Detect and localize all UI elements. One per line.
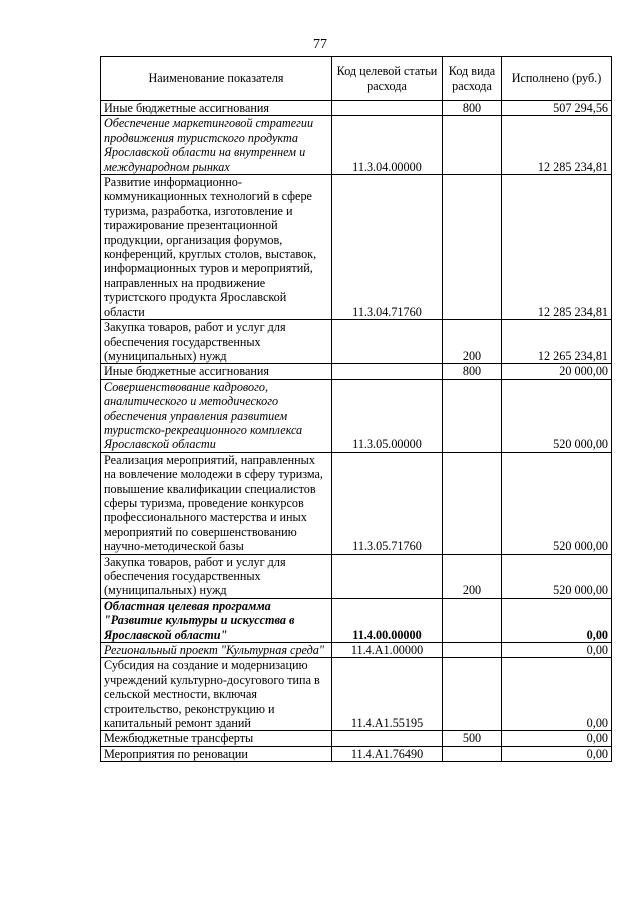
row-name: Областная целевая программа "Развитие культуры и искусства в Ярославской области"	[101, 598, 332, 642]
table-row	[101, 116, 612, 175]
row-name: Региональный проект "Культурная среда"	[101, 643, 332, 658]
row-executed-amount: 0,00	[502, 731, 612, 746]
table-row	[101, 554, 612, 598]
header-expense-type: Код вида расхода	[443, 57, 502, 101]
row-target-code	[332, 320, 443, 364]
row-executed-amount: 12 285 234,81	[502, 175, 612, 320]
row-executed-amount: 12 265 234,81	[502, 320, 612, 364]
row-expense-type: 500	[443, 731, 502, 746]
table-body	[101, 101, 612, 762]
row-name: Обеспечение маркетинговой стратегии продвижения туристского продукта Ярославской области на внутреннем и международном рынках	[101, 116, 332, 175]
row-expense-type	[443, 175, 502, 320]
row-target-code: 11.4.A1.00000	[332, 643, 443, 658]
page-number: 77	[313, 37, 327, 52]
table-row	[101, 379, 612, 452]
row-expense-type: 200	[443, 554, 502, 598]
table-row	[101, 746, 612, 761]
row-expense-type: 800	[443, 101, 502, 116]
row-expense-type: 200	[443, 320, 502, 364]
table-row	[101, 658, 612, 731]
row-expense-type	[443, 379, 502, 452]
row-expense-type	[443, 452, 502, 554]
row-executed-amount: 520 000,00	[502, 554, 612, 598]
row-name: Субсидия на создание и модернизацию учреждений культурно-досугового типа в сельской местности, включая строительство, реконструкцию и капитальный ремонт зданий	[101, 658, 332, 731]
row-target-code: 11.3.04.00000	[332, 116, 443, 175]
row-executed-amount: 0,00	[502, 658, 612, 731]
table-row	[101, 175, 612, 320]
row-target-code: 11.3.04.71760	[332, 175, 443, 320]
row-expense-type	[443, 746, 502, 761]
row-target-code: 11.3.05.00000	[332, 379, 443, 452]
table-row	[101, 452, 612, 554]
row-expense-type	[443, 598, 502, 642]
row-executed-amount: 0,00	[502, 746, 612, 761]
row-executed-amount: 0,00	[502, 598, 612, 642]
table-row	[101, 320, 612, 364]
row-executed-amount: 520 000,00	[502, 452, 612, 554]
row-executed-amount: 12 285 234,81	[502, 116, 612, 175]
row-executed-amount: 507 294,56	[502, 101, 612, 116]
row-name: Мероприятия по реновации	[101, 746, 332, 761]
row-target-code	[332, 731, 443, 746]
row-target-code: 11.4.00.00000	[332, 598, 443, 642]
header-executed: Исполнено (руб.)	[502, 57, 612, 101]
table-row	[101, 643, 612, 658]
header-target-code: Код целевой статьи расхода	[332, 57, 443, 101]
row-executed-amount: 0,00	[502, 643, 612, 658]
row-name: Межбюджетные трансферты	[101, 731, 332, 746]
row-name: Реализация мероприятий, направленных на вовлечение молодежи в сферу туризма, повышение квалификации специалистов сферы туризма, проведение конкурсов профессионального мастерства и иных мероприятий по совершенствованию научно-методической базы	[101, 452, 332, 554]
row-executed-amount: 520 000,00	[502, 379, 612, 452]
row-target-code: 11.4.A1.76490	[332, 746, 443, 761]
row-expense-type	[443, 116, 502, 175]
row-executed-amount: 20 000,00	[502, 364, 612, 379]
row-expense-type	[443, 643, 502, 658]
row-target-code: 11.3.05.71760	[332, 452, 443, 554]
row-name: Иные бюджетные ассигнования	[101, 364, 332, 379]
table-row	[101, 101, 612, 116]
row-name: Закупка товаров, работ и услуг для обеспечения государственных (муниципальных) нужд	[101, 320, 332, 364]
table-row	[101, 598, 612, 642]
row-name: Иные бюджетные ассигнования	[101, 101, 332, 116]
row-expense-type: 800	[443, 364, 502, 379]
table-row	[101, 364, 612, 379]
row-name: Совершенствование кадрового, аналитического и методического обеспечения управления развитием туристско-рекреационного комплекса Ярославской области	[101, 379, 332, 452]
row-name: Развитие информационно-коммуникационных технологий в сфере туризма, разработка, изготовление и тиражирование презентационной продукции, организация форумов, конференций, круглых столов, выставок, информационных туров и мероприятий, направленных на продвижение туристского продукта Ярославской области	[101, 175, 332, 320]
row-target-code	[332, 101, 443, 116]
row-target-code	[332, 554, 443, 598]
row-target-code: 11.4.A1.55195	[332, 658, 443, 731]
row-name: Закупка товаров, работ и услуг для обеспечения государственных (муниципальных) нужд	[101, 554, 332, 598]
row-target-code	[332, 364, 443, 379]
header-name: Наименование показателя	[101, 57, 332, 101]
table-row	[101, 731, 612, 746]
table-header-row	[101, 57, 612, 101]
row-expense-type	[443, 658, 502, 731]
expenditure-table	[100, 56, 612, 762]
